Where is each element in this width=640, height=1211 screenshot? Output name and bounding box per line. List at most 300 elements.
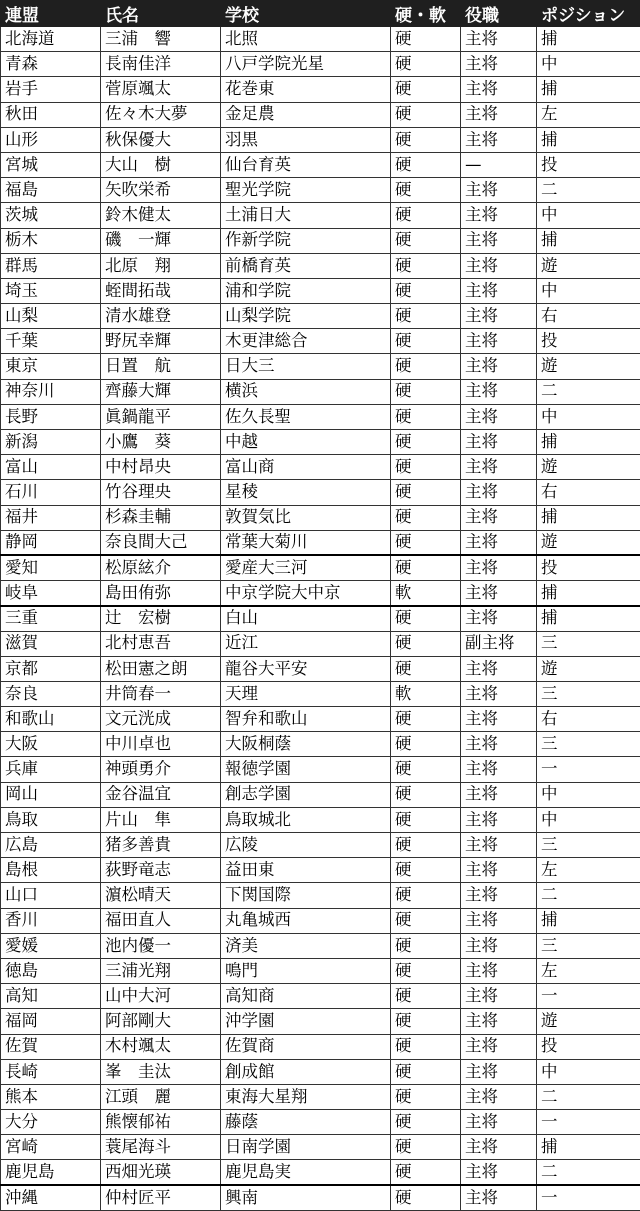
cell-name: 菅原颯太 bbox=[101, 77, 221, 102]
cell-role: 主将 bbox=[461, 732, 537, 757]
cell-league: 香川 bbox=[1, 908, 101, 933]
cell-league: 和歌山 bbox=[1, 707, 101, 732]
cell-league: 熊本 bbox=[1, 1084, 101, 1109]
cell-role: 主将 bbox=[461, 581, 537, 606]
table-row bbox=[1, 1059, 640, 1084]
cell-ball-type: 硬 bbox=[391, 1059, 461, 1084]
cell-role: 主将 bbox=[461, 379, 537, 404]
cell-role: 主将 bbox=[461, 455, 537, 480]
table-row bbox=[1, 807, 640, 832]
cell-role: 主将 bbox=[461, 958, 537, 983]
cell-name: 西畑光瑛 bbox=[101, 1160, 221, 1185]
cell-position: 投 bbox=[537, 555, 640, 580]
cell-ball-type: 硬 bbox=[391, 833, 461, 858]
cell-name: 奈良間大己 bbox=[101, 530, 221, 555]
cell-school: 聖光学院 bbox=[221, 178, 391, 203]
cell-role: 主将 bbox=[461, 1009, 537, 1034]
cell-position: 三 bbox=[537, 732, 640, 757]
cell-name: 日置 航 bbox=[101, 354, 221, 379]
cell-league: 北海道 bbox=[1, 27, 101, 52]
cell-school: 沖学園 bbox=[221, 1009, 391, 1034]
cell-school: 藤蔭 bbox=[221, 1110, 391, 1135]
cell-league: 長崎 bbox=[1, 1059, 101, 1084]
table-row bbox=[1, 631, 640, 656]
cell-role: 主将 bbox=[461, 77, 537, 102]
cell-name: 松田憲之朗 bbox=[101, 656, 221, 681]
cell-position: 左 bbox=[537, 858, 640, 883]
table-row bbox=[1, 1110, 640, 1135]
cell-role: 主将 bbox=[461, 1160, 537, 1185]
cell-ball-type: 硬 bbox=[391, 1084, 461, 1109]
table-row bbox=[1, 430, 640, 455]
cell-school: 仙台育英 bbox=[221, 152, 391, 177]
cell-position: 右 bbox=[537, 480, 640, 505]
cell-role: 主将 bbox=[461, 707, 537, 732]
table-row bbox=[1, 858, 640, 883]
cell-position: 三 bbox=[537, 681, 640, 706]
table-row bbox=[1, 958, 640, 983]
cell-role: 主将 bbox=[461, 883, 537, 908]
table-row bbox=[1, 505, 640, 530]
cell-name: 磯 一輝 bbox=[101, 228, 221, 253]
cell-school: 下関国際 bbox=[221, 883, 391, 908]
table-row bbox=[1, 782, 640, 807]
cell-ball-type: 硬 bbox=[391, 329, 461, 354]
cell-school: 星稜 bbox=[221, 480, 391, 505]
cell-league: 鹿児島 bbox=[1, 1160, 101, 1185]
cell-ball-type: 硬 bbox=[391, 127, 461, 152]
cell-ball-type: 硬 bbox=[391, 203, 461, 228]
cell-ball-type: 硬 bbox=[391, 178, 461, 203]
header-row bbox=[1, 1, 640, 27]
cell-league: 徳島 bbox=[1, 958, 101, 983]
cell-position: 中 bbox=[537, 807, 640, 832]
cell-school: 龍谷大平安 bbox=[221, 656, 391, 681]
cell-name: 山中大河 bbox=[101, 984, 221, 1009]
cell-school: 白山 bbox=[221, 606, 391, 631]
cell-position: 投 bbox=[537, 152, 640, 177]
table-row bbox=[1, 1185, 640, 1210]
cell-name: 北原 翔 bbox=[101, 253, 221, 278]
table-row bbox=[1, 304, 640, 329]
cell-role: 主将 bbox=[461, 430, 537, 455]
cell-name: 齊藤大輝 bbox=[101, 379, 221, 404]
cell-league: 岐阜 bbox=[1, 581, 101, 606]
cell-ball-type: 硬 bbox=[391, 1110, 461, 1135]
table-row bbox=[1, 379, 640, 404]
cell-role: 主将 bbox=[461, 858, 537, 883]
cell-role: 主将 bbox=[461, 530, 537, 555]
cell-name: 佐々木大夢 bbox=[101, 102, 221, 127]
cell-role: 主将 bbox=[461, 203, 537, 228]
cell-role: 主将 bbox=[461, 480, 537, 505]
cell-name: 三浦 響 bbox=[101, 27, 221, 52]
cell-school: 中京学院大中京 bbox=[221, 581, 391, 606]
cell-role: 主将 bbox=[461, 656, 537, 681]
table-row bbox=[1, 833, 640, 858]
cell-name: 杉森圭輔 bbox=[101, 505, 221, 530]
cell-name: 片山 隼 bbox=[101, 807, 221, 832]
table-row bbox=[1, 1160, 640, 1185]
cell-role: 主将 bbox=[461, 127, 537, 152]
cell-ball-type: 硬 bbox=[391, 379, 461, 404]
cell-role: 主将 bbox=[461, 681, 537, 706]
cell-school: 羽黒 bbox=[221, 127, 391, 152]
table-row bbox=[1, 1135, 640, 1160]
table-row bbox=[1, 555, 640, 580]
cell-name: 松原絃介 bbox=[101, 555, 221, 580]
cell-ball-type: 硬 bbox=[391, 1135, 461, 1160]
cell-role: 主将 bbox=[461, 52, 537, 77]
cell-school: 中越 bbox=[221, 430, 391, 455]
cell-name: 蓑尾海斗 bbox=[101, 1135, 221, 1160]
table-row bbox=[1, 707, 640, 732]
cell-league: 新潟 bbox=[1, 430, 101, 455]
cell-ball-type: 硬 bbox=[391, 253, 461, 278]
cell-league: 埼玉 bbox=[1, 278, 101, 303]
cell-name: 眞鍋龍平 bbox=[101, 404, 221, 429]
table-row bbox=[1, 178, 640, 203]
cell-league: 愛媛 bbox=[1, 933, 101, 958]
table-row bbox=[1, 152, 640, 177]
cell-position: 中 bbox=[537, 203, 640, 228]
cell-league: 岡山 bbox=[1, 782, 101, 807]
cell-league: 佐賀 bbox=[1, 1034, 101, 1059]
cell-ball-type: 硬 bbox=[391, 52, 461, 77]
cell-position: 遊 bbox=[537, 530, 640, 555]
cell-position: 中 bbox=[537, 404, 640, 429]
cell-league: 石川 bbox=[1, 480, 101, 505]
cell-league: 秋田 bbox=[1, 102, 101, 127]
cell-league: 三重 bbox=[1, 606, 101, 631]
cell-name: 仲村匠平 bbox=[101, 1185, 221, 1210]
cell-school: 作新学院 bbox=[221, 228, 391, 253]
cell-ball-type: 硬 bbox=[391, 354, 461, 379]
cell-role: 主将 bbox=[461, 757, 537, 782]
cell-role: 主将 bbox=[461, 1110, 537, 1135]
cell-school: 高知商 bbox=[221, 984, 391, 1009]
table-row bbox=[1, 581, 640, 606]
cell-league: 富山 bbox=[1, 455, 101, 480]
cell-name: 矢吹栄希 bbox=[101, 178, 221, 203]
table-row bbox=[1, 455, 640, 480]
cell-role: 主将 bbox=[461, 304, 537, 329]
cell-role: 主将 bbox=[461, 984, 537, 1009]
cell-position: 三 bbox=[537, 631, 640, 656]
cell-ball-type: 硬 bbox=[391, 555, 461, 580]
cell-school: 興南 bbox=[221, 1185, 391, 1210]
cell-school: 近江 bbox=[221, 631, 391, 656]
cell-league: 福岡 bbox=[1, 1009, 101, 1034]
cell-school: 創志学園 bbox=[221, 782, 391, 807]
cell-school: 常葉大菊川 bbox=[221, 530, 391, 555]
cell-school: 済美 bbox=[221, 933, 391, 958]
cell-ball-type: 硬 bbox=[391, 530, 461, 555]
table-row bbox=[1, 480, 640, 505]
cell-ball-type: 硬 bbox=[391, 757, 461, 782]
cell-league: 山梨 bbox=[1, 304, 101, 329]
cell-school: 山梨学院 bbox=[221, 304, 391, 329]
cell-role: 主将 bbox=[461, 555, 537, 580]
cell-position: 遊 bbox=[537, 656, 640, 681]
cell-name: 峯 圭汰 bbox=[101, 1059, 221, 1084]
cell-school: 東海大星翔 bbox=[221, 1084, 391, 1109]
cell-ball-type: 硬 bbox=[391, 1185, 461, 1210]
cell-league: 山口 bbox=[1, 883, 101, 908]
cell-league: 沖縄 bbox=[1, 1185, 101, 1210]
cell-ball-type: 軟 bbox=[391, 581, 461, 606]
cell-school: 敦賀気比 bbox=[221, 505, 391, 530]
cell-position: 捕 bbox=[537, 505, 640, 530]
table-row bbox=[1, 127, 640, 152]
cell-league: 広島 bbox=[1, 833, 101, 858]
cell-position: 捕 bbox=[537, 228, 640, 253]
table-row bbox=[1, 404, 640, 429]
cell-position: 一 bbox=[537, 984, 640, 1009]
cell-league: 滋賀 bbox=[1, 631, 101, 656]
table-body bbox=[1, 27, 640, 1211]
table-row bbox=[1, 1034, 640, 1059]
cell-school: 日南学園 bbox=[221, 1135, 391, 1160]
cell-league: 栃木 bbox=[1, 228, 101, 253]
cell-name: 長南佳洋 bbox=[101, 52, 221, 77]
cell-league: 京都 bbox=[1, 656, 101, 681]
cell-name: 蛭間拓哉 bbox=[101, 278, 221, 303]
cell-position: 投 bbox=[537, 1034, 640, 1059]
table-row bbox=[1, 1084, 640, 1109]
cell-ball-type: 硬 bbox=[391, 152, 461, 177]
cell-position: 投 bbox=[537, 329, 640, 354]
table-row bbox=[1, 606, 640, 631]
cell-role: 主将 bbox=[461, 228, 537, 253]
cell-role: 主将 bbox=[461, 1084, 537, 1109]
cell-league: 宮城 bbox=[1, 152, 101, 177]
cell-role: 主将 bbox=[461, 102, 537, 127]
cell-name: 神頭勇介 bbox=[101, 757, 221, 782]
header-league: 連盟 bbox=[1, 1, 101, 27]
cell-league: 島根 bbox=[1, 858, 101, 883]
cell-school: 大阪桐蔭 bbox=[221, 732, 391, 757]
cell-ball-type: 硬 bbox=[391, 455, 461, 480]
cell-league: 茨城 bbox=[1, 203, 101, 228]
cell-role: 主将 bbox=[461, 505, 537, 530]
cell-ball-type: 硬 bbox=[391, 404, 461, 429]
cell-role: 主将 bbox=[461, 27, 537, 52]
cell-ball-type: 硬 bbox=[391, 858, 461, 883]
cell-league: 千葉 bbox=[1, 329, 101, 354]
cell-position: 右 bbox=[537, 707, 640, 732]
cell-role: 主将 bbox=[461, 933, 537, 958]
cell-school: 鹿児島実 bbox=[221, 1160, 391, 1185]
cell-position: 左 bbox=[537, 102, 640, 127]
table-row bbox=[1, 681, 640, 706]
cell-school: 広陵 bbox=[221, 833, 391, 858]
cell-role: 主将 bbox=[461, 606, 537, 631]
cell-name: 金谷温宜 bbox=[101, 782, 221, 807]
table-row bbox=[1, 27, 640, 52]
cell-role: — bbox=[461, 152, 537, 177]
cell-school: 土浦日大 bbox=[221, 203, 391, 228]
cell-name: 井筒春一 bbox=[101, 681, 221, 706]
cell-position: 捕 bbox=[537, 1135, 640, 1160]
cell-position: 中 bbox=[537, 1059, 640, 1084]
table-row bbox=[1, 883, 640, 908]
cell-name: 文元洸成 bbox=[101, 707, 221, 732]
cell-ball-type: 硬 bbox=[391, 782, 461, 807]
cell-name: 野尻幸輝 bbox=[101, 329, 221, 354]
cell-school: 天理 bbox=[221, 681, 391, 706]
cell-position: 三 bbox=[537, 833, 640, 858]
cell-position: 二 bbox=[537, 1160, 640, 1185]
cell-role: 主将 bbox=[461, 782, 537, 807]
cell-school: 智弁和歌山 bbox=[221, 707, 391, 732]
cell-position: 中 bbox=[537, 52, 640, 77]
cell-school: 金足農 bbox=[221, 102, 391, 127]
cell-ball-type: 軟 bbox=[391, 681, 461, 706]
cell-position: 中 bbox=[537, 278, 640, 303]
cell-ball-type: 硬 bbox=[391, 278, 461, 303]
cell-league: 大阪 bbox=[1, 732, 101, 757]
cell-name: 小鷹 葵 bbox=[101, 430, 221, 455]
cell-name: 木村颯太 bbox=[101, 1034, 221, 1059]
cell-name: 大山 樹 bbox=[101, 152, 221, 177]
cell-role: 主将 bbox=[461, 278, 537, 303]
cell-ball-type: 硬 bbox=[391, 228, 461, 253]
cell-position: 捕 bbox=[537, 581, 640, 606]
cell-name: 中村昂央 bbox=[101, 455, 221, 480]
cell-ball-type: 硬 bbox=[391, 102, 461, 127]
cell-school: 北照 bbox=[221, 27, 391, 52]
cell-position: 捕 bbox=[537, 77, 640, 102]
cell-position: 三 bbox=[537, 933, 640, 958]
cell-league: 愛知 bbox=[1, 555, 101, 580]
table-row bbox=[1, 228, 640, 253]
cell-school: 創成館 bbox=[221, 1059, 391, 1084]
table-row bbox=[1, 933, 640, 958]
cell-ball-type: 硬 bbox=[391, 480, 461, 505]
cell-role: 主将 bbox=[461, 908, 537, 933]
cell-position: 一 bbox=[537, 1185, 640, 1210]
cell-school: 富山商 bbox=[221, 455, 391, 480]
cell-name: 島田侑弥 bbox=[101, 581, 221, 606]
cell-ball-type: 硬 bbox=[391, 27, 461, 52]
cell-ball-type: 硬 bbox=[391, 1034, 461, 1059]
cell-position: 遊 bbox=[537, 1009, 640, 1034]
cell-role: 主将 bbox=[461, 1059, 537, 1084]
cell-ball-type: 硬 bbox=[391, 958, 461, 983]
cell-school: 横浜 bbox=[221, 379, 391, 404]
table-row bbox=[1, 757, 640, 782]
cell-school: 佐賀商 bbox=[221, 1034, 391, 1059]
cell-school: 丸亀城西 bbox=[221, 908, 391, 933]
cell-league: 大分 bbox=[1, 1110, 101, 1135]
cell-league: 群馬 bbox=[1, 253, 101, 278]
cell-school: 前橋育英 bbox=[221, 253, 391, 278]
table-row bbox=[1, 52, 640, 77]
table-row bbox=[1, 732, 640, 757]
cell-role: 主将 bbox=[461, 1135, 537, 1160]
cell-name: 竹谷理央 bbox=[101, 480, 221, 505]
cell-league: 兵庫 bbox=[1, 757, 101, 782]
cell-ball-type: 硬 bbox=[391, 656, 461, 681]
cell-ball-type: 硬 bbox=[391, 606, 461, 631]
cell-name: 福田直人 bbox=[101, 908, 221, 933]
cell-role: 主将 bbox=[461, 404, 537, 429]
cell-role: 主将 bbox=[461, 329, 537, 354]
cell-position: 二 bbox=[537, 883, 640, 908]
cell-school: 日大三 bbox=[221, 354, 391, 379]
header-name: 氏名 bbox=[101, 1, 221, 27]
cell-role: 主将 bbox=[461, 807, 537, 832]
cell-school: 浦和学院 bbox=[221, 278, 391, 303]
cell-role: 主将 bbox=[461, 178, 537, 203]
cell-league: 高知 bbox=[1, 984, 101, 1009]
cell-school: 佐久長聖 bbox=[221, 404, 391, 429]
cell-league: 福井 bbox=[1, 505, 101, 530]
cell-league: 福島 bbox=[1, 178, 101, 203]
table-row bbox=[1, 984, 640, 1009]
cell-position: 右 bbox=[537, 304, 640, 329]
cell-ball-type: 硬 bbox=[391, 707, 461, 732]
table-row bbox=[1, 908, 640, 933]
cell-school: 鳥取城北 bbox=[221, 807, 391, 832]
cell-school: 花巻東 bbox=[221, 77, 391, 102]
cell-role: 主将 bbox=[461, 1185, 537, 1210]
cell-position: 一 bbox=[537, 1110, 640, 1135]
cell-role: 副主将 bbox=[461, 631, 537, 656]
table-row bbox=[1, 102, 640, 127]
cell-position: 遊 bbox=[537, 253, 640, 278]
cell-league: 宮崎 bbox=[1, 1135, 101, 1160]
cell-ball-type: 硬 bbox=[391, 505, 461, 530]
cell-position: 遊 bbox=[537, 354, 640, 379]
cell-name: 中川卓也 bbox=[101, 732, 221, 757]
cell-ball-type: 硬 bbox=[391, 430, 461, 455]
cell-position: 中 bbox=[537, 782, 640, 807]
cell-role: 主将 bbox=[461, 833, 537, 858]
cell-role: 主将 bbox=[461, 1034, 537, 1059]
cell-league: 東京 bbox=[1, 354, 101, 379]
cell-name: 江頭 麗 bbox=[101, 1084, 221, 1109]
cell-ball-type: 硬 bbox=[391, 908, 461, 933]
cell-school: 益田東 bbox=[221, 858, 391, 883]
table-row bbox=[1, 203, 640, 228]
cell-position: 二 bbox=[537, 178, 640, 203]
header-school: 学校 bbox=[221, 1, 391, 27]
cell-name: 猪多善貴 bbox=[101, 833, 221, 858]
table-row bbox=[1, 77, 640, 102]
cell-position: 捕 bbox=[537, 430, 640, 455]
table-row bbox=[1, 278, 640, 303]
cell-ball-type: 硬 bbox=[391, 732, 461, 757]
cell-name: 鈴木健太 bbox=[101, 203, 221, 228]
cell-position: 遊 bbox=[537, 455, 640, 480]
cell-ball-type: 硬 bbox=[391, 984, 461, 1009]
cell-name: 荻野竜志 bbox=[101, 858, 221, 883]
cell-name: 辻 宏樹 bbox=[101, 606, 221, 631]
table-row bbox=[1, 253, 640, 278]
cell-name: 清水雄登 bbox=[101, 304, 221, 329]
table-row bbox=[1, 354, 640, 379]
header-role: 役職 bbox=[461, 1, 537, 27]
cell-ball-type: 硬 bbox=[391, 1160, 461, 1185]
cell-ball-type: 硬 bbox=[391, 883, 461, 908]
cell-school: 愛産大三河 bbox=[221, 555, 391, 580]
cell-ball-type: 硬 bbox=[391, 1009, 461, 1034]
cell-league: 鳥取 bbox=[1, 807, 101, 832]
cell-league: 神奈川 bbox=[1, 379, 101, 404]
header-ball-type: 硬・軟 bbox=[391, 1, 461, 27]
